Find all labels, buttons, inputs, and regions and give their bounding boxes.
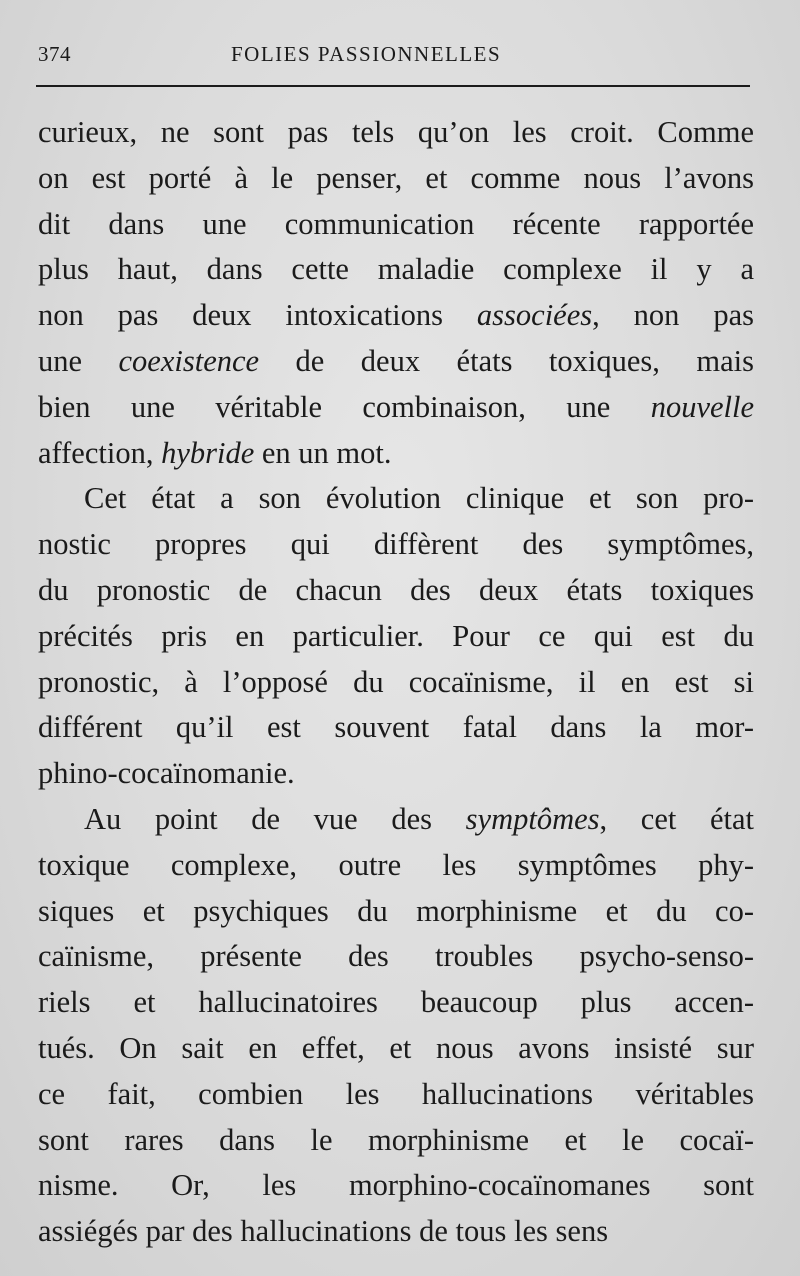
text-run: riels et hallucinatoires beaucoup plus accen- [38,985,754,1020]
text-line [38,568,754,614]
text-line [38,751,754,797]
text-run: dit dans une communication récente rapportée [38,206,754,241]
paragraph [38,476,754,797]
text-line [38,431,754,477]
italic-text: symptômes [465,801,600,836]
text-line [38,1072,754,1118]
text-run: assiégés par des hallucinations de tous les sens [38,1214,609,1249]
text-run: phino-cocaïnomanie. [38,756,295,791]
body-text [38,110,754,1255]
text-run: nisme. Or, les morphino-cocaïnomanes sont [38,1168,754,1203]
text-run: en un mot. [254,435,392,470]
text-run: caïnisme, présente des troubles psycho-senso- [38,939,754,974]
text-line [38,797,754,843]
text-run: une [38,343,119,378]
text-line [38,1118,754,1164]
text-run: affection, [38,435,162,470]
text-line [38,293,754,339]
text-line [38,1209,754,1255]
text-line [38,614,754,660]
text-run: curieux, ne sont pas tels qu’on les croit. Comme [38,115,754,149]
text-line [38,660,754,706]
text-run: siques et psychiques du morphinisme et du co- [38,893,754,928]
text-line [38,1026,754,1072]
page-number: 374 [38,42,71,66]
text-line [38,934,754,980]
text-run: sont rares dans le morphinisme et le cocaï- [38,1122,754,1157]
italic-text: associées [476,298,593,333]
text-run: tués. On sait en effet, et nous avons insisté sur [38,1030,754,1065]
text-line [38,522,754,568]
running-title: FOLIES PASSIONNELLES [231,42,502,66]
italic-text: hybride [161,435,255,470]
text-run: bien une véritable combinaison, une [38,389,651,424]
text-run: ce fait, combien les hallucinations véritables [38,1076,754,1111]
text-line [38,889,754,935]
text-run: toxique complexe, outre les symptômes phy- [38,847,754,882]
text-line [38,843,754,889]
text-line [38,980,754,1026]
text-line [38,339,754,385]
text-run: pronostic, à l’opposé du cocaïnisme, il en est si [38,664,754,699]
text-run: on est porté à le penser, et comme nous l’avons [38,160,754,195]
paragraph [38,110,754,476]
page-header [38,42,758,72]
text-line [38,705,754,751]
text-line [38,156,754,202]
text-run: différent qu’il est souvent fatal dans la mor- [38,710,754,745]
header-rule [36,85,750,87]
text-run: , non pas [592,298,754,333]
italic-text: coexistence [118,343,260,378]
italic-text: nouvelle [650,389,754,424]
text-line [38,385,754,431]
text-run: de deux états toxiques, mais [259,343,754,378]
text-line [38,110,754,156]
text-run: du pronostic de chacun des deux états toxiques [38,572,754,607]
text-run: Cet état a son évolution clinique et son pro- [84,481,754,516]
text-line [38,1163,754,1209]
text-line [38,247,754,293]
text-run: non pas deux intoxications [38,298,477,333]
text-run: précités pris en particulier. Pour ce qui est du [38,618,754,653]
text-run: plus haut, dans cette maladie complexe il y a [38,252,754,287]
text-run: , cet état [599,801,754,836]
text-run: nostic propres qui diffèrent des symptômes, [38,527,754,562]
text-run: Au point de vue des [84,801,466,836]
text-line [38,476,754,522]
paragraph [38,797,754,1255]
text-line [38,202,754,248]
